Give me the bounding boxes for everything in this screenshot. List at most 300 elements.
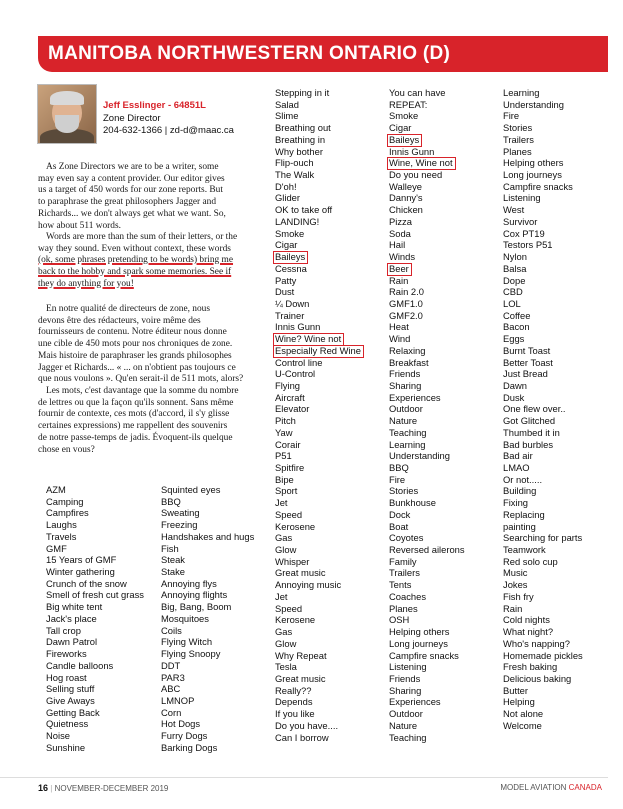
text-line: une cible de 450 mots pour nos chroniques de zone. [38, 339, 233, 350]
word-item [503, 474, 583, 486]
word-text: Noise [46, 730, 70, 742]
word-item [389, 650, 465, 662]
word-text: Aircraft [275, 391, 305, 403]
word-text: Got Glitched [503, 415, 556, 427]
word-item [275, 310, 361, 322]
word-item [389, 310, 465, 322]
word-text: Do you need [389, 169, 443, 181]
word-item [161, 554, 254, 566]
word-item [275, 216, 361, 228]
word-text: U-Control [275, 368, 316, 380]
text-line: us a target of 450 words for our zone reports. But [38, 185, 223, 196]
word-text: Eggs [503, 333, 525, 345]
word-item [161, 507, 254, 519]
word-text: Hail [389, 239, 406, 251]
word-text: Soda [389, 227, 411, 239]
word-item [389, 251, 465, 263]
word-text: Stepping in it [275, 87, 330, 98]
word-text: Why Repeat [275, 649, 327, 661]
word-text: AZM [46, 484, 66, 495]
word-item [389, 603, 465, 615]
word-item [503, 310, 583, 322]
word-text: Bunkhouse [389, 497, 436, 509]
word-column-2 [161, 484, 254, 754]
word-item [275, 485, 361, 497]
word-item [46, 566, 144, 578]
word-item [275, 110, 361, 122]
word-item [46, 718, 144, 730]
word-column-4 [389, 87, 465, 743]
word-text: Trailers [389, 567, 420, 579]
word-item [503, 321, 583, 333]
word-item [389, 122, 465, 134]
word-text: Smell of fresh cut grass [46, 589, 144, 601]
word-text: Campfire snacks [389, 649, 459, 661]
word-text: Squinted eyes [161, 484, 221, 495]
word-text: West [503, 204, 525, 216]
word-text: Gas [275, 626, 293, 638]
word-text: Helping others [503, 157, 564, 169]
word-text: Annoying flys [161, 577, 217, 589]
word-item [503, 146, 583, 158]
word-text: Corair [275, 438, 301, 450]
word-item [503, 181, 583, 193]
word-column-3 [275, 87, 361, 743]
word-text: Tents [389, 579, 412, 591]
word-item [389, 321, 465, 333]
word-text: Dust [275, 286, 295, 298]
word-item [503, 708, 583, 720]
word-item [161, 531, 254, 543]
word-text: Teaching [389, 426, 427, 438]
word-item [503, 415, 583, 427]
word-text: Sharing [389, 379, 422, 391]
underlined-line: back to the hobby and spark some memories. See if [38, 267, 232, 278]
word-item [503, 403, 583, 415]
page-number: 16 [38, 783, 49, 793]
section-banner [38, 36, 608, 72]
word-item [161, 695, 254, 707]
word-item [389, 544, 465, 556]
word-item [275, 228, 361, 240]
magazine-name [500, 783, 602, 792]
word-text: Winter gathering [46, 566, 115, 578]
word-text: Flying [275, 379, 301, 391]
word-item [389, 720, 465, 732]
word-item [275, 720, 361, 732]
word-item [389, 579, 465, 591]
word-item [389, 427, 465, 439]
word-text: Glow [275, 637, 297, 649]
word-item [389, 673, 465, 685]
word-item [275, 474, 361, 486]
word-text: Corn [161, 706, 182, 718]
word-item [161, 543, 254, 555]
word-text: Cold nights [503, 614, 550, 626]
word-text: Helping others [389, 626, 450, 638]
word-text: Learning [503, 87, 540, 98]
word-item [503, 368, 583, 380]
word-text: Helping [503, 696, 535, 708]
text-line: may even say a content provider. Our editor gives [38, 173, 225, 184]
word-text: Listening [389, 661, 427, 673]
word-item [389, 696, 465, 708]
word-text: Do you have.... [275, 719, 339, 731]
word-text: Slime [275, 110, 299, 122]
word-item [46, 519, 144, 531]
text-line: As Zone Directors we are to be a writer, some [46, 162, 219, 172]
word-text: Red solo cup [503, 555, 558, 567]
text-line: devons être des rédacteurs, voire même des [38, 315, 201, 326]
word-text: Searching for parts [503, 532, 583, 544]
word-text: Family [389, 555, 417, 567]
word-text: Campfire snacks [503, 180, 573, 192]
word-item [389, 439, 465, 451]
word-item [503, 720, 583, 732]
word-item [389, 99, 465, 111]
word-item [46, 531, 144, 543]
word-item [275, 673, 361, 685]
word-item [275, 239, 361, 251]
word-item [503, 544, 583, 556]
word-text: Smoke [389, 110, 419, 122]
word-item [503, 204, 583, 216]
word-item [389, 661, 465, 673]
word-text: LANDING! [275, 215, 320, 227]
word-item [389, 732, 465, 744]
word-text: ¼ Down [275, 297, 310, 309]
word-text: Walleye [389, 180, 422, 192]
word-text: The Walk [275, 169, 315, 181]
word-text: LOL [503, 297, 521, 309]
word-text: Friends [389, 368, 421, 380]
word-item [275, 169, 361, 181]
word-text: Can I borrow [275, 731, 329, 743]
word-text: Dawn [503, 379, 527, 391]
word-text: Breakfast [389, 356, 429, 368]
word-text: ABC [161, 683, 181, 695]
word-text: Experiences [389, 696, 441, 708]
word-text: Who's napping? [503, 637, 570, 649]
word-text: Better Toast [503, 356, 553, 368]
word-item [389, 638, 465, 650]
word-item [503, 626, 583, 638]
word-item [275, 732, 361, 744]
word-text: Jack's place [46, 612, 97, 624]
word-item [503, 392, 583, 404]
word-item [503, 380, 583, 392]
word-text: Wind [389, 333, 411, 345]
word-item [275, 415, 361, 427]
word-item [161, 613, 254, 625]
word-item [161, 625, 254, 637]
word-item [275, 685, 361, 697]
author-name: Jeff Esslinger - 64851L [103, 100, 206, 111]
word-item [389, 134, 465, 146]
word-text: Innis Gunn [389, 145, 435, 157]
word-text: Outdoor [389, 403, 423, 415]
word-item [503, 110, 583, 122]
word-text: PAR3 [161, 671, 185, 683]
word-text: Trailers [503, 133, 534, 145]
word-text: Sharing [389, 684, 422, 696]
word-item [503, 192, 583, 204]
word-item [275, 122, 361, 134]
word-text: Hog roast [46, 671, 87, 683]
word-text: Getting Back [46, 706, 100, 718]
word-text: If you like [275, 708, 315, 720]
word-item [389, 239, 465, 251]
word-text: Coaches [389, 590, 427, 602]
word-text: Teamwork [503, 544, 546, 556]
word-item [275, 544, 361, 556]
word-text: GMF [46, 542, 67, 554]
section-title: MANITOBA NORTHWESTERN ONTARIO (D) [48, 43, 451, 64]
word-text: P51 [275, 450, 292, 462]
word-item [503, 532, 583, 544]
word-item [389, 368, 465, 380]
word-item [503, 462, 583, 474]
word-text: Dusk [503, 391, 525, 403]
magazine-title: MODEL AVIATION [500, 783, 567, 792]
word-item [275, 626, 361, 638]
word-text: Not alone [503, 708, 544, 720]
highlighted-word: Wine, Wine not [389, 157, 453, 169]
word-item [275, 439, 361, 451]
word-text: Danny's [389, 192, 423, 204]
word-item [275, 345, 361, 357]
word-text: Great music [275, 567, 326, 579]
word-item [275, 321, 361, 333]
word-column-5 [503, 87, 583, 732]
word-item [46, 730, 144, 742]
word-item [503, 661, 583, 673]
word-text: Understanding [389, 450, 450, 462]
word-item [503, 521, 583, 533]
text-line: Jagger et Richards... « ... on n'obtient pas toujours ce [38, 362, 236, 373]
word-item [503, 591, 583, 603]
word-text: One flew over.. [503, 403, 566, 415]
english-paragraph-2 [38, 232, 260, 291]
word-item [275, 275, 361, 287]
word-text: CBD [503, 286, 523, 298]
word-item [389, 521, 465, 533]
word-text: Tall crop [46, 624, 81, 636]
word-text: Nylon [503, 251, 527, 263]
word-text: Balsa [503, 262, 527, 274]
word-text: Glow [275, 544, 297, 556]
word-item [389, 181, 465, 193]
word-item [503, 228, 583, 240]
word-text: Stories [503, 122, 533, 134]
word-text: Just Bread [503, 368, 548, 380]
word-text: Butter [503, 684, 529, 696]
word-item [503, 298, 583, 310]
magazine-accent: CANADA [568, 783, 602, 792]
word-item [275, 204, 361, 216]
word-item [275, 427, 361, 439]
word-item [275, 380, 361, 392]
word-item [46, 484, 144, 496]
word-text: Camping [46, 495, 84, 507]
text-line: certaines expressions) me rappellent des souvenirs [38, 421, 228, 432]
word-item [275, 603, 361, 615]
word-text: Bad burbles [503, 438, 554, 450]
word-text: Stake [161, 566, 185, 578]
word-item [389, 462, 465, 474]
word-text: Bipe [275, 473, 294, 485]
word-text: Experiences [389, 391, 441, 403]
word-item [503, 427, 583, 439]
word-text: Barking Dogs [161, 741, 218, 753]
word-text: Really?? [275, 684, 312, 696]
word-item [46, 554, 144, 566]
word-item [503, 87, 583, 99]
word-item [389, 263, 465, 275]
word-item [389, 509, 465, 521]
word-item [46, 695, 144, 707]
word-text: Cigar [389, 122, 412, 134]
word-item [275, 298, 361, 310]
word-text: Fish fry [503, 590, 534, 602]
word-item [503, 579, 583, 591]
text-line: En notre qualité de directeurs de zone, nous [46, 304, 211, 314]
word-text: Why bother [275, 145, 323, 157]
word-text: Reversed ailerons [389, 544, 465, 556]
word-text: Thumbed it in [503, 426, 560, 438]
word-text: Winds [389, 251, 416, 263]
word-text: Outdoor [389, 708, 423, 720]
word-text: Fresh baking [503, 661, 558, 673]
word-item [389, 157, 465, 169]
word-text: DDT [161, 659, 181, 671]
word-item [503, 603, 583, 615]
text-line: Mais histoire de paraphraser les grands philosophes [38, 350, 232, 361]
word-item [503, 497, 583, 509]
word-text: Rain [503, 602, 523, 614]
word-item [46, 543, 144, 555]
word-text: Flip-ouch [275, 157, 314, 169]
word-item [389, 380, 465, 392]
word-item [161, 484, 254, 496]
word-item [503, 696, 583, 708]
word-item [503, 239, 583, 251]
word-item [161, 660, 254, 672]
word-item [503, 216, 583, 228]
word-text: Testors P51 [503, 239, 553, 251]
underlined-line: (ok, some phrases pretending to be words) bring me [38, 255, 234, 266]
word-item [389, 169, 465, 181]
word-item [275, 286, 361, 298]
word-text: Speed [275, 602, 303, 614]
word-item [503, 439, 583, 451]
word-item [503, 122, 583, 134]
word-text: LMAO [503, 462, 530, 473]
word-item [275, 638, 361, 650]
word-item [389, 614, 465, 626]
word-text: Fish [161, 542, 179, 554]
author-photo [37, 84, 97, 144]
word-text: Teaching [389, 731, 427, 743]
word-item [389, 556, 465, 568]
word-item [275, 392, 361, 404]
word-text: Quietness [46, 718, 89, 730]
word-text: Candle balloons [46, 659, 114, 671]
word-item [275, 134, 361, 146]
word-text: Dope [503, 274, 526, 286]
word-text: BBQ [389, 462, 409, 473]
word-text: Annoying flights [161, 589, 228, 601]
word-item [275, 567, 361, 579]
word-text: Trainer [275, 309, 305, 321]
author-block [103, 100, 234, 138]
word-text: Glider [275, 192, 301, 204]
word-item [503, 286, 583, 298]
word-text: Furry Dogs [161, 730, 208, 742]
word-text: Tesla [275, 661, 297, 673]
word-text: Boat [389, 520, 409, 532]
word-item [275, 181, 361, 193]
word-item [389, 298, 465, 310]
word-text: Building [503, 485, 537, 497]
word-item [389, 403, 465, 415]
word-item [161, 683, 254, 695]
word-item [275, 263, 361, 275]
word-item [389, 485, 465, 497]
word-text: Friends [389, 672, 421, 684]
word-item [389, 110, 465, 122]
word-text: Breathing in [275, 133, 326, 145]
word-text: Kerosene [275, 614, 316, 626]
word-item [275, 708, 361, 720]
word-text: Fireworks [46, 648, 87, 660]
text-line: how about 511 words. [38, 220, 121, 231]
word-item [503, 169, 583, 181]
word-item [46, 589, 144, 601]
word-text: Innis Gunn [275, 321, 321, 333]
word-item [389, 474, 465, 486]
word-item [161, 578, 254, 590]
word-text: Heat [389, 321, 409, 333]
word-text: Pitch [275, 415, 296, 427]
underlined-line: they do anything for you! [38, 278, 134, 289]
word-text: Bad air [503, 450, 533, 462]
word-item [389, 450, 465, 462]
word-item [503, 251, 583, 263]
word-item [275, 556, 361, 568]
word-item [503, 345, 583, 357]
word-item [161, 589, 254, 601]
english-paragraph-1 [38, 162, 260, 232]
word-text: Selling stuff [46, 683, 95, 695]
word-item [46, 625, 144, 637]
word-text: Welcome [503, 719, 542, 731]
word-item [161, 648, 254, 660]
french-paragraph-1 [38, 304, 260, 386]
word-text: Speed [275, 508, 303, 520]
word-text: Learning [389, 438, 426, 450]
word-item [161, 672, 254, 684]
word-text: GMF2.0 [389, 309, 423, 321]
word-item [275, 251, 361, 263]
word-item [503, 134, 583, 146]
word-item [275, 87, 361, 99]
word-text: Replacing [503, 508, 545, 520]
word-text: Coyotes [389, 532, 424, 544]
word-item [503, 157, 583, 169]
word-text: Planes [389, 602, 418, 614]
word-text: Jet [275, 497, 288, 509]
